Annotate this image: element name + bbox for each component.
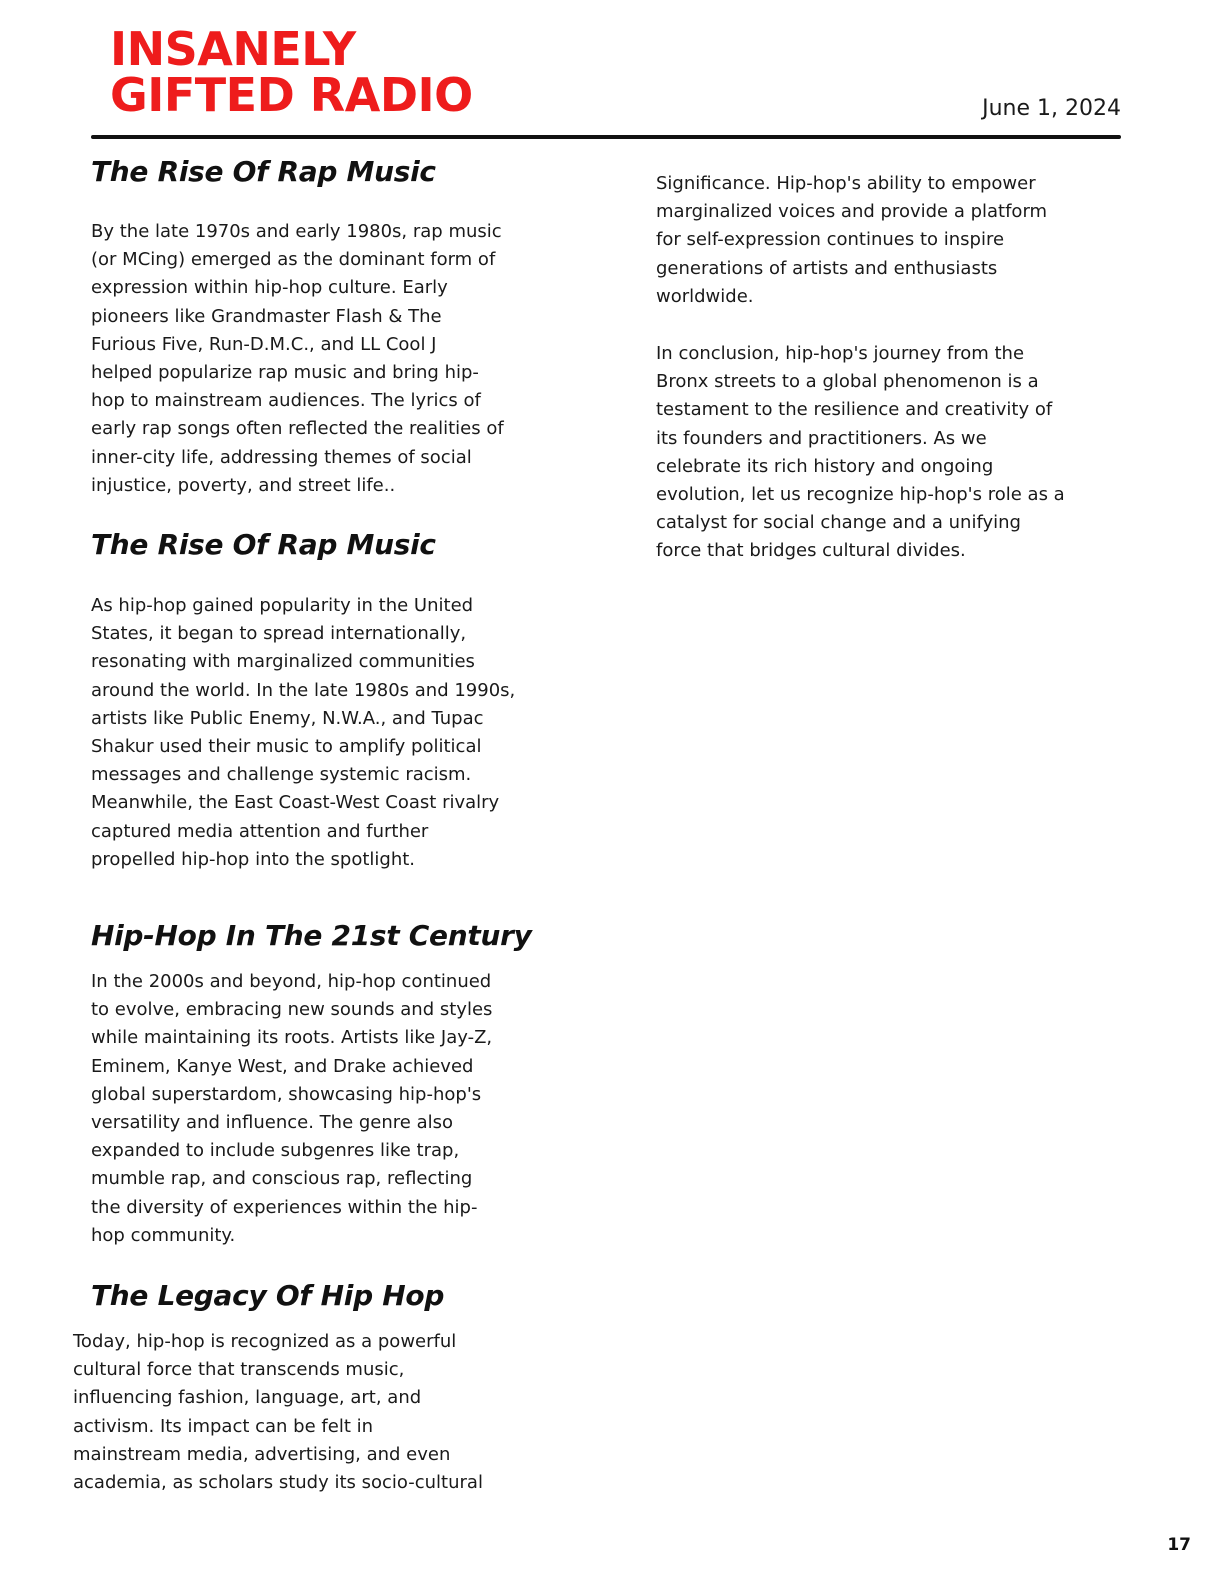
text-line: mumble rap, and conscious rap, reflecting <box>91 1168 473 1190</box>
text-line: As hip-hop gained popularity in the United <box>91 595 474 616</box>
text-line: injustice, poverty, and street life.. <box>91 474 396 496</box>
text-line: resonating with marginalized communities <box>91 651 475 673</box>
text-line: propelled hip-hop into the spotlight. <box>91 848 416 870</box>
text-line: Shakur used their music to amplify political <box>91 736 482 758</box>
text-line: testament to the resilience and creativity of <box>656 399 1053 421</box>
text-line: cultural force that transcends music, <box>73 1359 405 1381</box>
text-line: for self-expression continues to inspire <box>656 229 1005 251</box>
section-body-rise-of-rap-1 <box>91 218 504 500</box>
text-line: global superstardom, showcasing hip-hop's <box>91 1083 482 1105</box>
text-line: influencing fashion, language, art, and <box>73 1387 422 1409</box>
text-line: messages and challenge systemic racism. <box>91 764 472 786</box>
publication-title-line-1: INSANELY <box>110 22 356 76</box>
section-heading-21st-century: Hip-Hop In The 21st Century <box>91 919 532 952</box>
publication-title <box>110 22 630 122</box>
publication-title-line-2: GIFTED RADIO <box>110 68 473 122</box>
text-line: the diversity of experiences within the hip- <box>91 1196 478 1218</box>
text-line: expression within hip-hop culture. Early <box>91 277 448 299</box>
text-line: worldwide. <box>656 285 754 307</box>
text-line: Bronx streets to a global phenomenon is a <box>656 371 1039 393</box>
section-heading-rise-of-rap-1: The Rise Of Rap Music <box>91 155 436 188</box>
text-line: In the 2000s and beyond, hip-hop continued <box>91 971 492 992</box>
text-line: inner-city life, addressing themes of social <box>91 446 472 468</box>
text-line: captured media attention and further <box>91 820 429 842</box>
section-body-21st-century <box>91 968 492 1250</box>
text-line: to evolve, embracing new sounds and styles <box>91 999 493 1021</box>
text-line: mainstream media, advertising, and even <box>73 1443 451 1465</box>
text-line: activism. Its impact can be felt in <box>73 1415 374 1437</box>
text-line: hop community. <box>91 1224 236 1246</box>
text-line: pioneers like Grandmaster Flash & The <box>91 305 442 327</box>
text-line: Eminem, Kanye West, and Drake achieved <box>91 1055 474 1077</box>
text-line: In conclusion, hip-hop's journey from the <box>656 343 1025 364</box>
text-line: its founders and practitioners. As we <box>656 427 987 449</box>
text-line: evolution, let us recognize hip-hop's role as a <box>656 484 1065 506</box>
text-line: (or MCing) emerged as the dominant form of <box>91 249 496 271</box>
text-line: artists like Public Enemy, N.W.A., and Tupac <box>91 707 484 729</box>
text-line: Significance. Hip-hop's ability to empower <box>656 173 1036 194</box>
text-line: hop to mainstream audiences. The lyrics of <box>91 390 481 412</box>
text-line: celebrate its rich history and ongoing <box>656 455 994 477</box>
text-line: force that bridges cultural divides. <box>656 540 966 562</box>
text-line: helped popularize rap music and bring hip- <box>91 362 479 384</box>
section-body-legacy <box>73 1328 483 1497</box>
text-line: States, it began to spread internationally, <box>91 623 467 645</box>
text-line: academia, as scholars study its socio-cultural <box>73 1472 483 1494</box>
section-body-conclusion <box>656 340 1065 566</box>
text-line: generations of artists and enthusiasts <box>656 257 998 279</box>
text-line: catalyst for social change and a unifying <box>656 512 1021 534</box>
text-line: early rap songs often reflected the realities of <box>91 418 504 440</box>
section-heading-legacy: The Legacy Of Hip Hop <box>91 1279 445 1312</box>
issue-date: June 1, 2024 <box>982 96 1121 121</box>
page-number: 17 <box>1167 1535 1191 1555</box>
text-line: while maintaining its roots. Artists like Jay-Z, <box>91 1027 493 1049</box>
text-line: Today, hip-hop is recognized as a powerful <box>73 1331 457 1352</box>
section-body-significance <box>656 170 1047 311</box>
text-line: expanded to include subgenres like trap, <box>91 1140 460 1162</box>
text-line: Furious Five, Run-D.M.C., and LL Cool J <box>91 333 437 355</box>
header-divider <box>91 135 1121 139</box>
text-line: Meanwhile, the East Coast-West Coast rivalry <box>91 792 500 814</box>
section-body-rise-of-rap-2 <box>91 592 515 874</box>
text-line: By the late 1970s and early 1980s, rap music <box>91 221 502 242</box>
text-line: marginalized voices and provide a platform <box>656 201 1048 223</box>
section-heading-rise-of-rap-2: The Rise Of Rap Music <box>91 528 436 561</box>
text-line: around the world. In the late 1980s and 1990s, <box>91 679 516 701</box>
text-line: versatility and influence. The genre also <box>91 1112 453 1134</box>
